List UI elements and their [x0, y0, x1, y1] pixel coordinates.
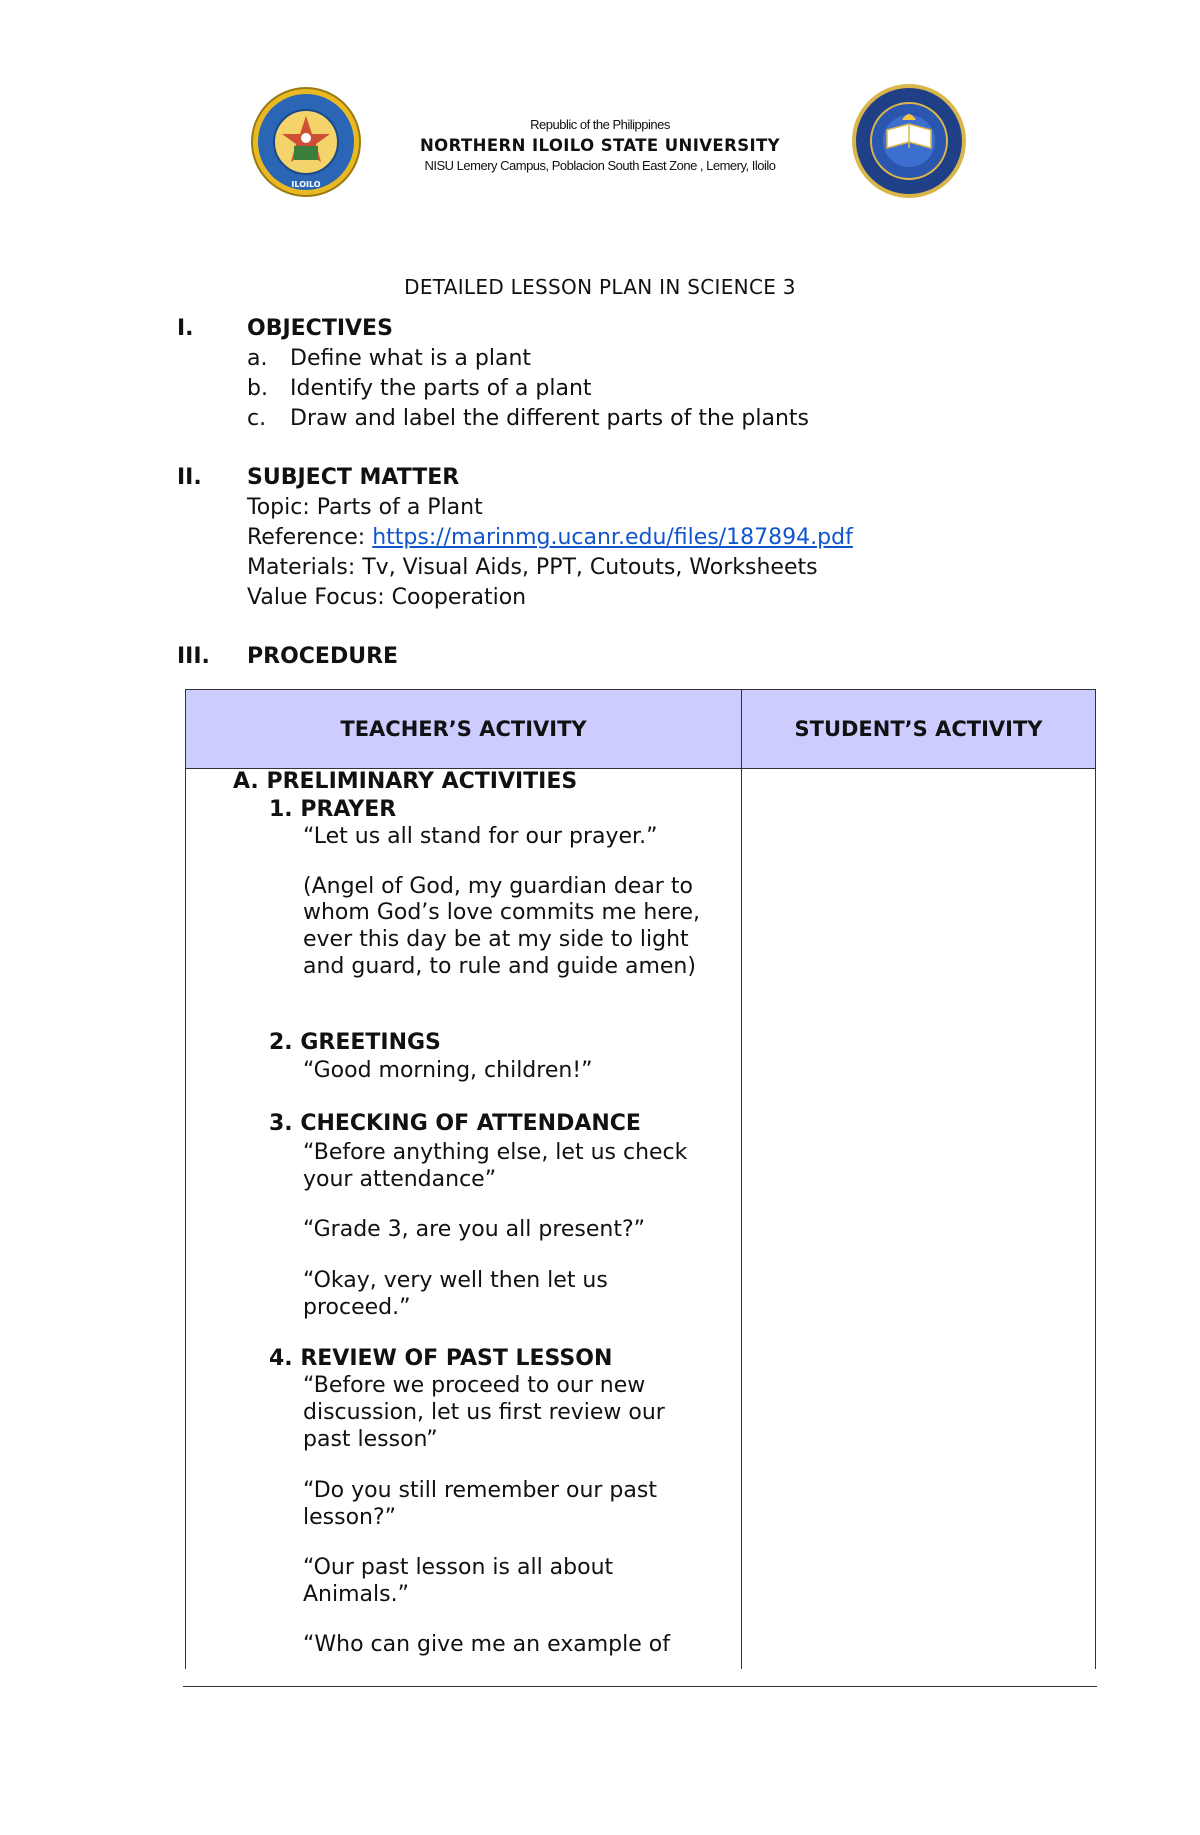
section-title: SUBJECT MATTER	[247, 465, 460, 490]
activity-text-line: “Our past lesson is all about	[303, 1555, 614, 1580]
student-activity-header: STUDENT’S ACTIVITY	[742, 690, 1096, 769]
objective-item	[247, 376, 592, 401]
activity-text-line: ever this day be at my side to light	[303, 927, 689, 952]
activity-text-line: your attendance”	[303, 1167, 497, 1192]
objective-letter: b.	[247, 376, 268, 401]
objective-text: Define what is a plant	[290, 346, 532, 371]
activity-text-line: “Who can give me an example of	[303, 1632, 670, 1657]
teacher-activity-cell	[186, 769, 742, 1670]
section-number: I.	[177, 316, 194, 341]
section-objectives-heading	[177, 316, 393, 341]
activity-heading: A. PRELIMINARY ACTIVITIES	[233, 769, 578, 794]
activity-text-line: and guard, to rule and guide amen)	[303, 954, 696, 979]
activity-heading: 3. CHECKING OF ATTENDANCE	[269, 1111, 641, 1136]
reference-link[interactable]: https://marinmg.ucanr.edu/files/187894.pdf	[372, 525, 853, 550]
activity-text-line: whom God’s love commits me here,	[303, 900, 700, 925]
activity-heading: 2. GREETINGS	[269, 1030, 441, 1055]
activity-heading: 1. PRAYER	[269, 797, 397, 822]
objective-letter: a.	[247, 346, 268, 371]
activity-heading: 4. REVIEW OF PAST LESSON	[269, 1346, 613, 1371]
topic-line: Topic: Parts of a Plant	[247, 495, 483, 520]
activity-text-line: (Angel of God, my guardian dear to	[303, 874, 693, 899]
activity-text-line: proceed.”	[303, 1295, 411, 1320]
objective-item	[247, 406, 809, 431]
section-title: OBJECTIVES	[247, 316, 393, 341]
country-line: Republic of the Philippines	[530, 117, 670, 132]
section-title: PROCEDURE	[247, 644, 399, 669]
objective-text: Identify the parts of a plant	[290, 376, 592, 401]
objective-letter: c.	[247, 406, 267, 431]
teacher-activity-header: TEACHER’S ACTIVITY	[186, 690, 742, 769]
section-procedure-heading	[177, 644, 398, 669]
activity-text-line: past lesson”	[303, 1427, 438, 1452]
activity-text-line: “Before anything else, let us check	[303, 1140, 688, 1165]
section-number: III.	[177, 644, 210, 669]
activity-text-line: “Good morning, children!”	[303, 1058, 593, 1083]
activity-text-line: “Let us all stand for our prayer.”	[303, 824, 658, 849]
activity-text-line: “Do you still remember our past	[303, 1478, 657, 1503]
reference-label: Reference:	[247, 525, 373, 550]
reference-line	[247, 525, 853, 550]
activity-text-line: “Before we proceed to our new	[303, 1373, 646, 1398]
section-subject-matter-heading	[177, 465, 459, 490]
document-title: DETAILED LESSON PLAN IN SCIENCE 3	[404, 275, 796, 299]
objective-item	[247, 346, 531, 371]
value-focus-line: Value Focus: Cooperation	[247, 585, 527, 610]
materials-line: Materials: Tv, Visual Aids, PPT, Cutouts, Worksheets	[247, 555, 818, 580]
campus-address: NISU Lemery Campus, Poblacion South East Zone , Lemery, Iloilo	[424, 158, 776, 173]
procedure-table	[185, 689, 1096, 1669]
activity-text-line: discussion, let us first review our	[303, 1400, 665, 1425]
activity-text-line: lesson?”	[303, 1505, 397, 1530]
activity-text-line: “Okay, very well then let us	[303, 1268, 608, 1293]
table-bottom-border	[183, 1686, 1097, 1687]
activity-text-line: Animals.”	[303, 1582, 409, 1607]
objective-text: Draw and label the different parts of the plants	[290, 406, 810, 431]
university-name: NORTHERN ILOILO STATE UNIVERSITY	[419, 136, 781, 155]
section-number: II.	[177, 465, 202, 490]
student-activity-cell	[742, 769, 1096, 1670]
activity-text-line: “Grade 3, are you all present?”	[303, 1217, 646, 1242]
svg-text:ILOILO: ILOILO	[291, 180, 321, 189]
